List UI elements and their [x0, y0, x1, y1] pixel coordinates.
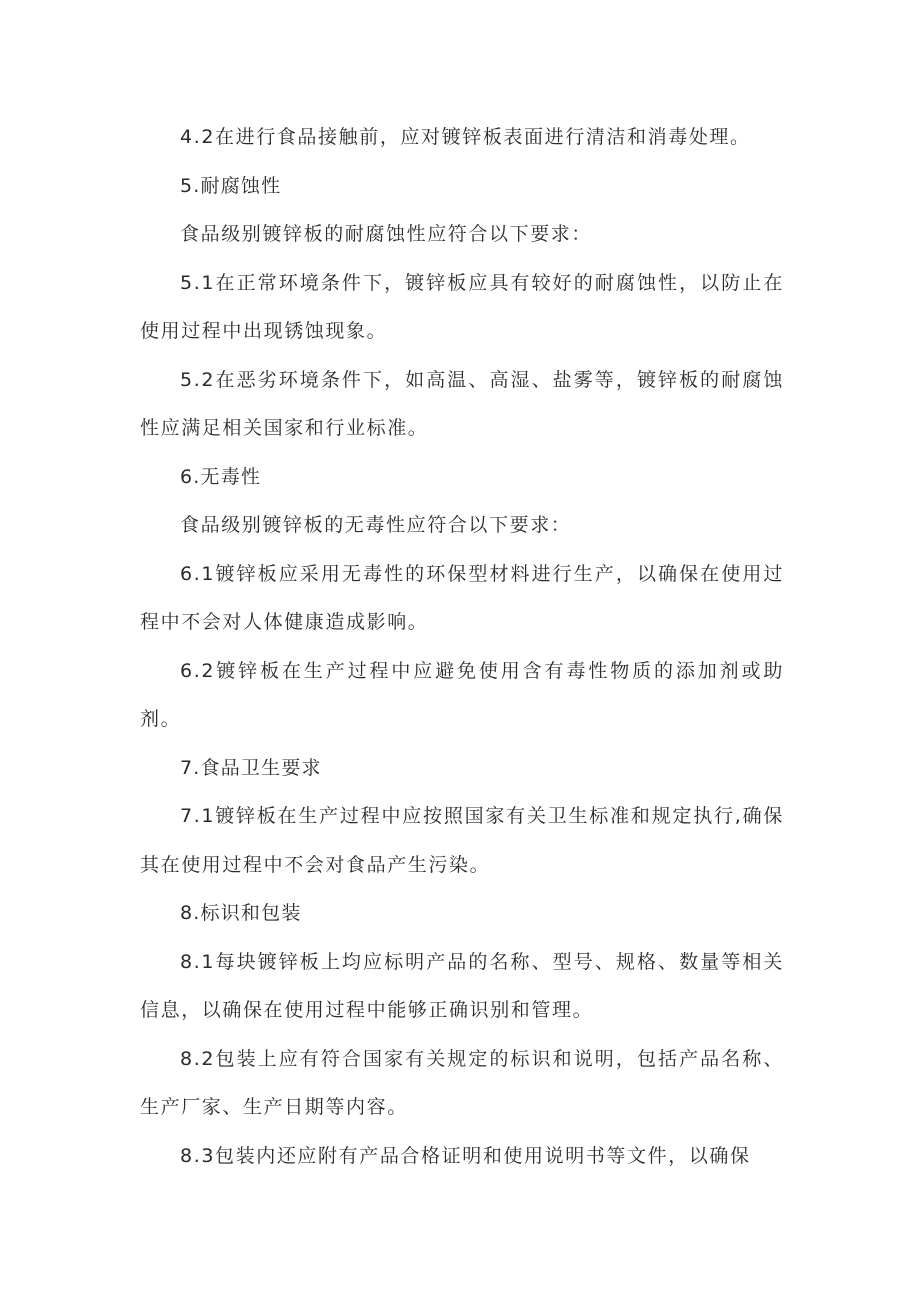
paragraph-5-1: 5.1在正常环境条件下，镀锌板应具有较好的耐腐蚀性，以防止在使用过程中出现锈蚀现象。: [140, 271, 784, 342]
paragraph-6-2: 6.2镀锌板在生产过程中应避免使用含有毒性物质的添加剂或助剂。: [140, 659, 784, 730]
paragraph-6-intro: 食品级别镀锌板的无毒性应符合以下要求：: [180, 514, 572, 536]
paragraph-8-2: 8.2包装上应有符合国家有关规定的标识和说明，包括产品名称、生产厂家、生产日期等内容。: [140, 1047, 784, 1118]
paragraph-4-2: 4.2在进行食品接触前，应对镀锌板表面进行清洁和消毒处理。: [180, 126, 751, 148]
paragraph-5-intro: 食品级别镀锌板的耐腐蚀性应符合以下要求：: [180, 223, 593, 245]
document-body: [140, 113, 784, 1180]
section-heading-6: 6.无毒性: [180, 465, 262, 488]
section-heading-7: 7.食品卫生要求: [180, 756, 322, 779]
paragraph-5-2: 5.2在恶劣环境条件下，如高温、高湿、盐雾等，镀锌板的耐腐蚀性应满足相关国家和行业标准。: [140, 368, 784, 439]
paragraph-8-3: 8.3包装内还应附有产品合格证明和使用说明书等文件，以确保: [180, 1144, 751, 1167]
section-heading-5: 5.耐腐蚀性: [180, 174, 282, 197]
paragraph-7-1: 7.1镀锌板在生产过程中应按照国家有关卫生标准和规定执行,确保其在使用过程中不会对食品产生污染。: [140, 805, 784, 876]
paragraph-8-1: 8.1每块镀锌板上均应标明产品的名称、型号、规格、数量等相关信息，以确保在使用过程中能够正确识别和管理。: [140, 950, 784, 1021]
section-heading-8: 8.标识和包装: [180, 902, 302, 924]
paragraph-6-1: 6.1镀锌板应采用无毒性的环保型材料进行生产，以确保在使用过程中不会对人体健康造成影响。: [140, 562, 784, 633]
